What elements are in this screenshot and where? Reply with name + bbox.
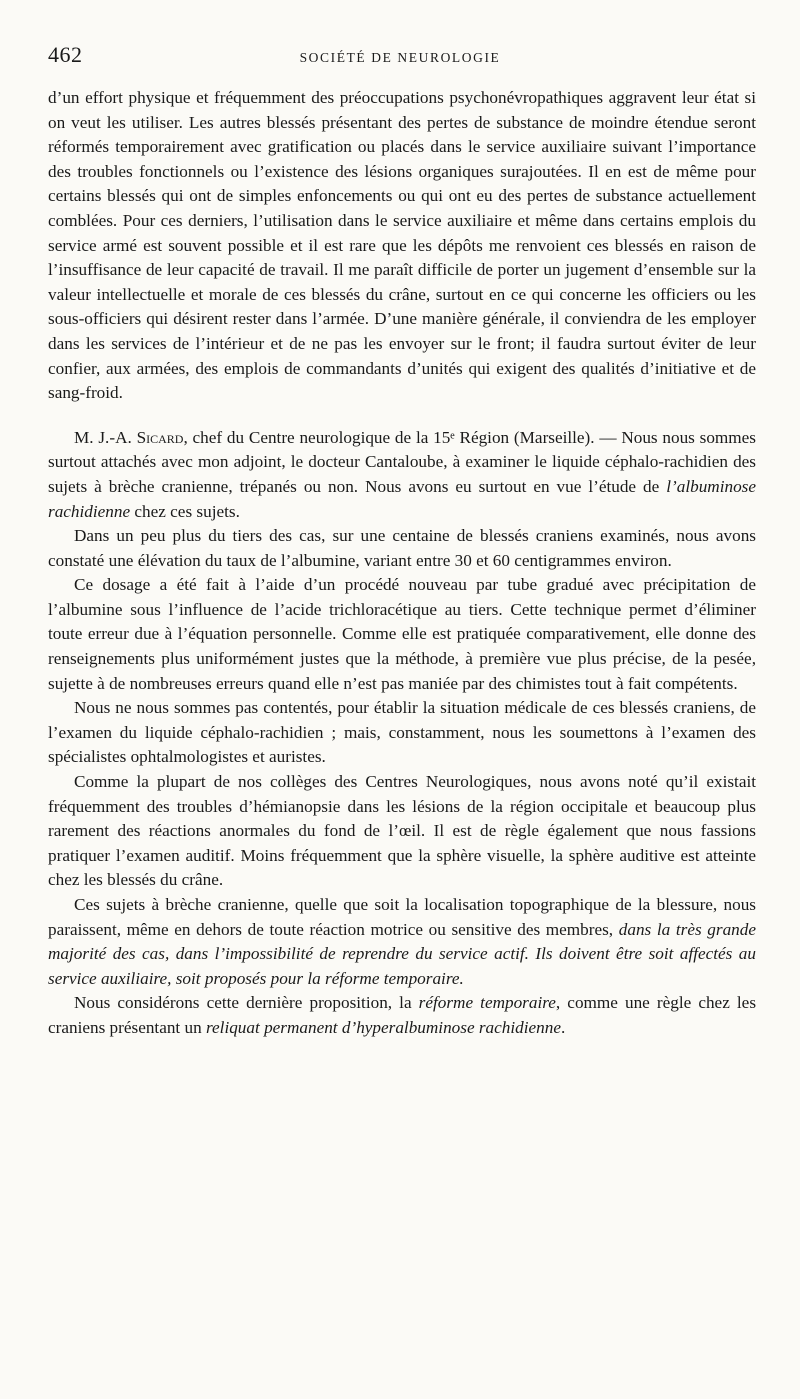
- paragraph-3: Dans un peu plus du tiers des cas, sur une centaine de blessés craniens examinés, nous avons constaté une élévation du taux de l’albumine, variant entre 30 et 60 centigrammes environ.: [48, 526, 756, 570]
- page-number: 462: [48, 42, 83, 67]
- paragraph-7: [48, 893, 756, 991]
- paragraph-5: Nous ne nous sommes pas contentés, pour établir la situation médicale de ces blessés craniens, de l’examen du liquide céphalo-rachidien ; mais, constamment, nous les soumettons à l’examen des spécialistes ophtalmologistes et auristes.: [48, 698, 756, 767]
- paragraph-8-emphasis-2: reliquat permanent d’hyperalbuminose rachidienne: [205, 1017, 561, 1037]
- paragraph-sicard-intro: [48, 426, 756, 524]
- paragraph-1: d’un effort physique et fréquemment des préoccupations psychonévropathiques aggravent leur état si on veut les utiliser. Les autres blessés présentant des pertes de substance de moindre étendue seront réformés temporairement avec gratification ou placés dans le service auxiliaire suivant l’importance des troubles fonctionnels ou l’existence des lésions organiques surajoutées. Il en est de même pour certains blessés qui ont de simples enfoncements ou qui ont eu des pertes de substance actuellement comblées. Pour ces derniers, l’utilisation dans le service auxiliaire et même dans certains emplois du service armé est souvent possible et il est rare que les dépôts me renvoient ces blessés en raison de l’insuffisance de leur capacité de travail. Il me paraît difficile de porter un jugement d’ensemble sur la valeur intellectuelle et morale de ces blessés du crâne, surtout en ce qui concerne les officiers ou les sous-officiers qui désirent rester dans l’armée. D’une manière générale, il conviendra de les employer dans les services de l’intérieur et de ne pas les envoyer sur le front; il faudra surtout éviter de leur confier, aux armées, des emplois de commandants d’unités qui exigent des qualités d’initiative et de sang-froid.: [48, 88, 756, 403]
- paragraph-8-end: .: [560, 1017, 566, 1037]
- paragraph-8-text-2: , comme une règle chez les craniens présentant un: [48, 993, 757, 1037]
- speaker-prefix: M. J.-A.: [74, 427, 137, 447]
- body-text: [48, 86, 756, 1041]
- paragraph-8-emphasis-1: réforme temporaire: [418, 993, 556, 1013]
- paragraph-2-end: chez ces sujets.: [130, 501, 240, 521]
- paragraph-8-text-1: Nous considérons cette dernière proposition, la: [74, 993, 419, 1013]
- paragraph-8: [48, 991, 756, 1040]
- paragraph-2-text: , chef du Centre neurologique de la 15ᵉ Région (Marseille). — Nous nous sommes surtout attachés avec mon adjoint, le docteur Cantaloube, à examiner le liquide céphalo-rachidien des sujets à brèche cranienne, trépanés ou non. Nous avons eu surtout en vue l’étude de: [48, 427, 756, 496]
- page-header: [48, 42, 752, 72]
- paragraph-4: Ce dosage a été fait à l’aide d’un procédé nouveau par tube gradué avec précipitation de l’albumine sous l’influence de l’acide trichloracétique au tiers. Cette technique permet d’éliminer toute erreur due à l’équation personnelle. Comme elle est pratiquée comparativement, elle donne des renseignements plus uniformément justes que la méthode, à première vue plus précise, de la pesée, sujette à de nombreuses erreurs quand elle n’est pas maniée par des chimistes tout à fait compétents.: [48, 575, 756, 693]
- paragraph-7-emphasis: dans la très grande majorité des cas, dans l’impossibilité de reprendre du service actif. Ils doivent être soit affectés au service auxiliaire, soit proposés pour la réforme temporaire.: [48, 919, 756, 988]
- paragraph-7-text: Ces sujets à brèche cranienne, quelle que soit la localisation topographique de la blessure, nous paraissent, même en dehors de toute réaction motrice ou sensitive des membres,: [48, 895, 756, 939]
- paragraph-6: Comme la plupart de nos collèges des Centres Neurologiques, nous avons noté qu’il existait fréquemment des troubles d’hémianopsie dans les lésions de la région occipitale et beaucoup plus rarement des réactions anormales du fond de l’œil. Il est de règle également que nous fassions pratiquer l’examen auditif. Moins fréquemment que la sphère visuelle, la sphère auditive est atteinte chez les blessés du crâne.: [48, 772, 756, 890]
- paragraph-2-emphasis: l’albuminose rachidienne: [48, 476, 756, 521]
- speaker-name: Sicard: [136, 427, 184, 447]
- running-head: SOCIÉTÉ DE NEUROLOGIE: [299, 50, 501, 65]
